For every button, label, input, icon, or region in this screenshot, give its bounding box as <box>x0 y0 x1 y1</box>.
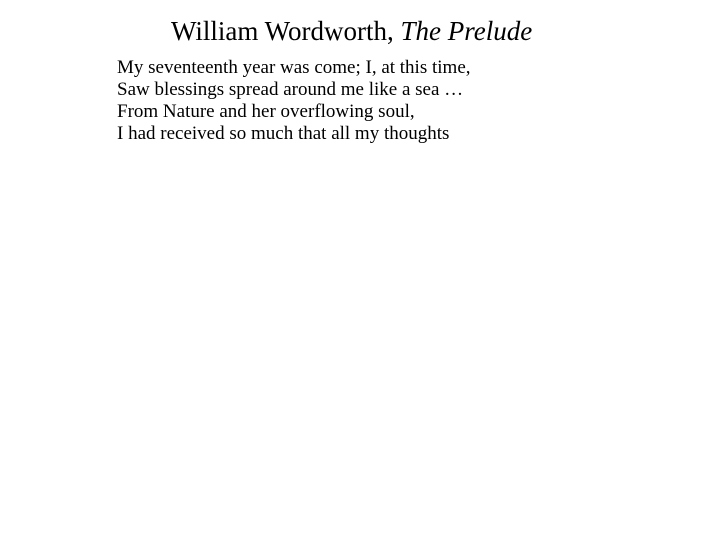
poem-line: My seventeenth year was come; I, at this time, <box>117 57 471 78</box>
poem-line: Saw blessings spread around me like a sea … <box>117 79 464 100</box>
title-work: The Prelude <box>400 16 533 46</box>
poem-line: From Nature and her overflowing soul, <box>117 101 415 122</box>
poem-line: I had received so much that all my thoughts <box>117 123 450 144</box>
title-author: William Wordworth, <box>171 16 401 46</box>
poem-excerpt <box>117 57 471 145</box>
slide-title <box>171 13 532 49</box>
